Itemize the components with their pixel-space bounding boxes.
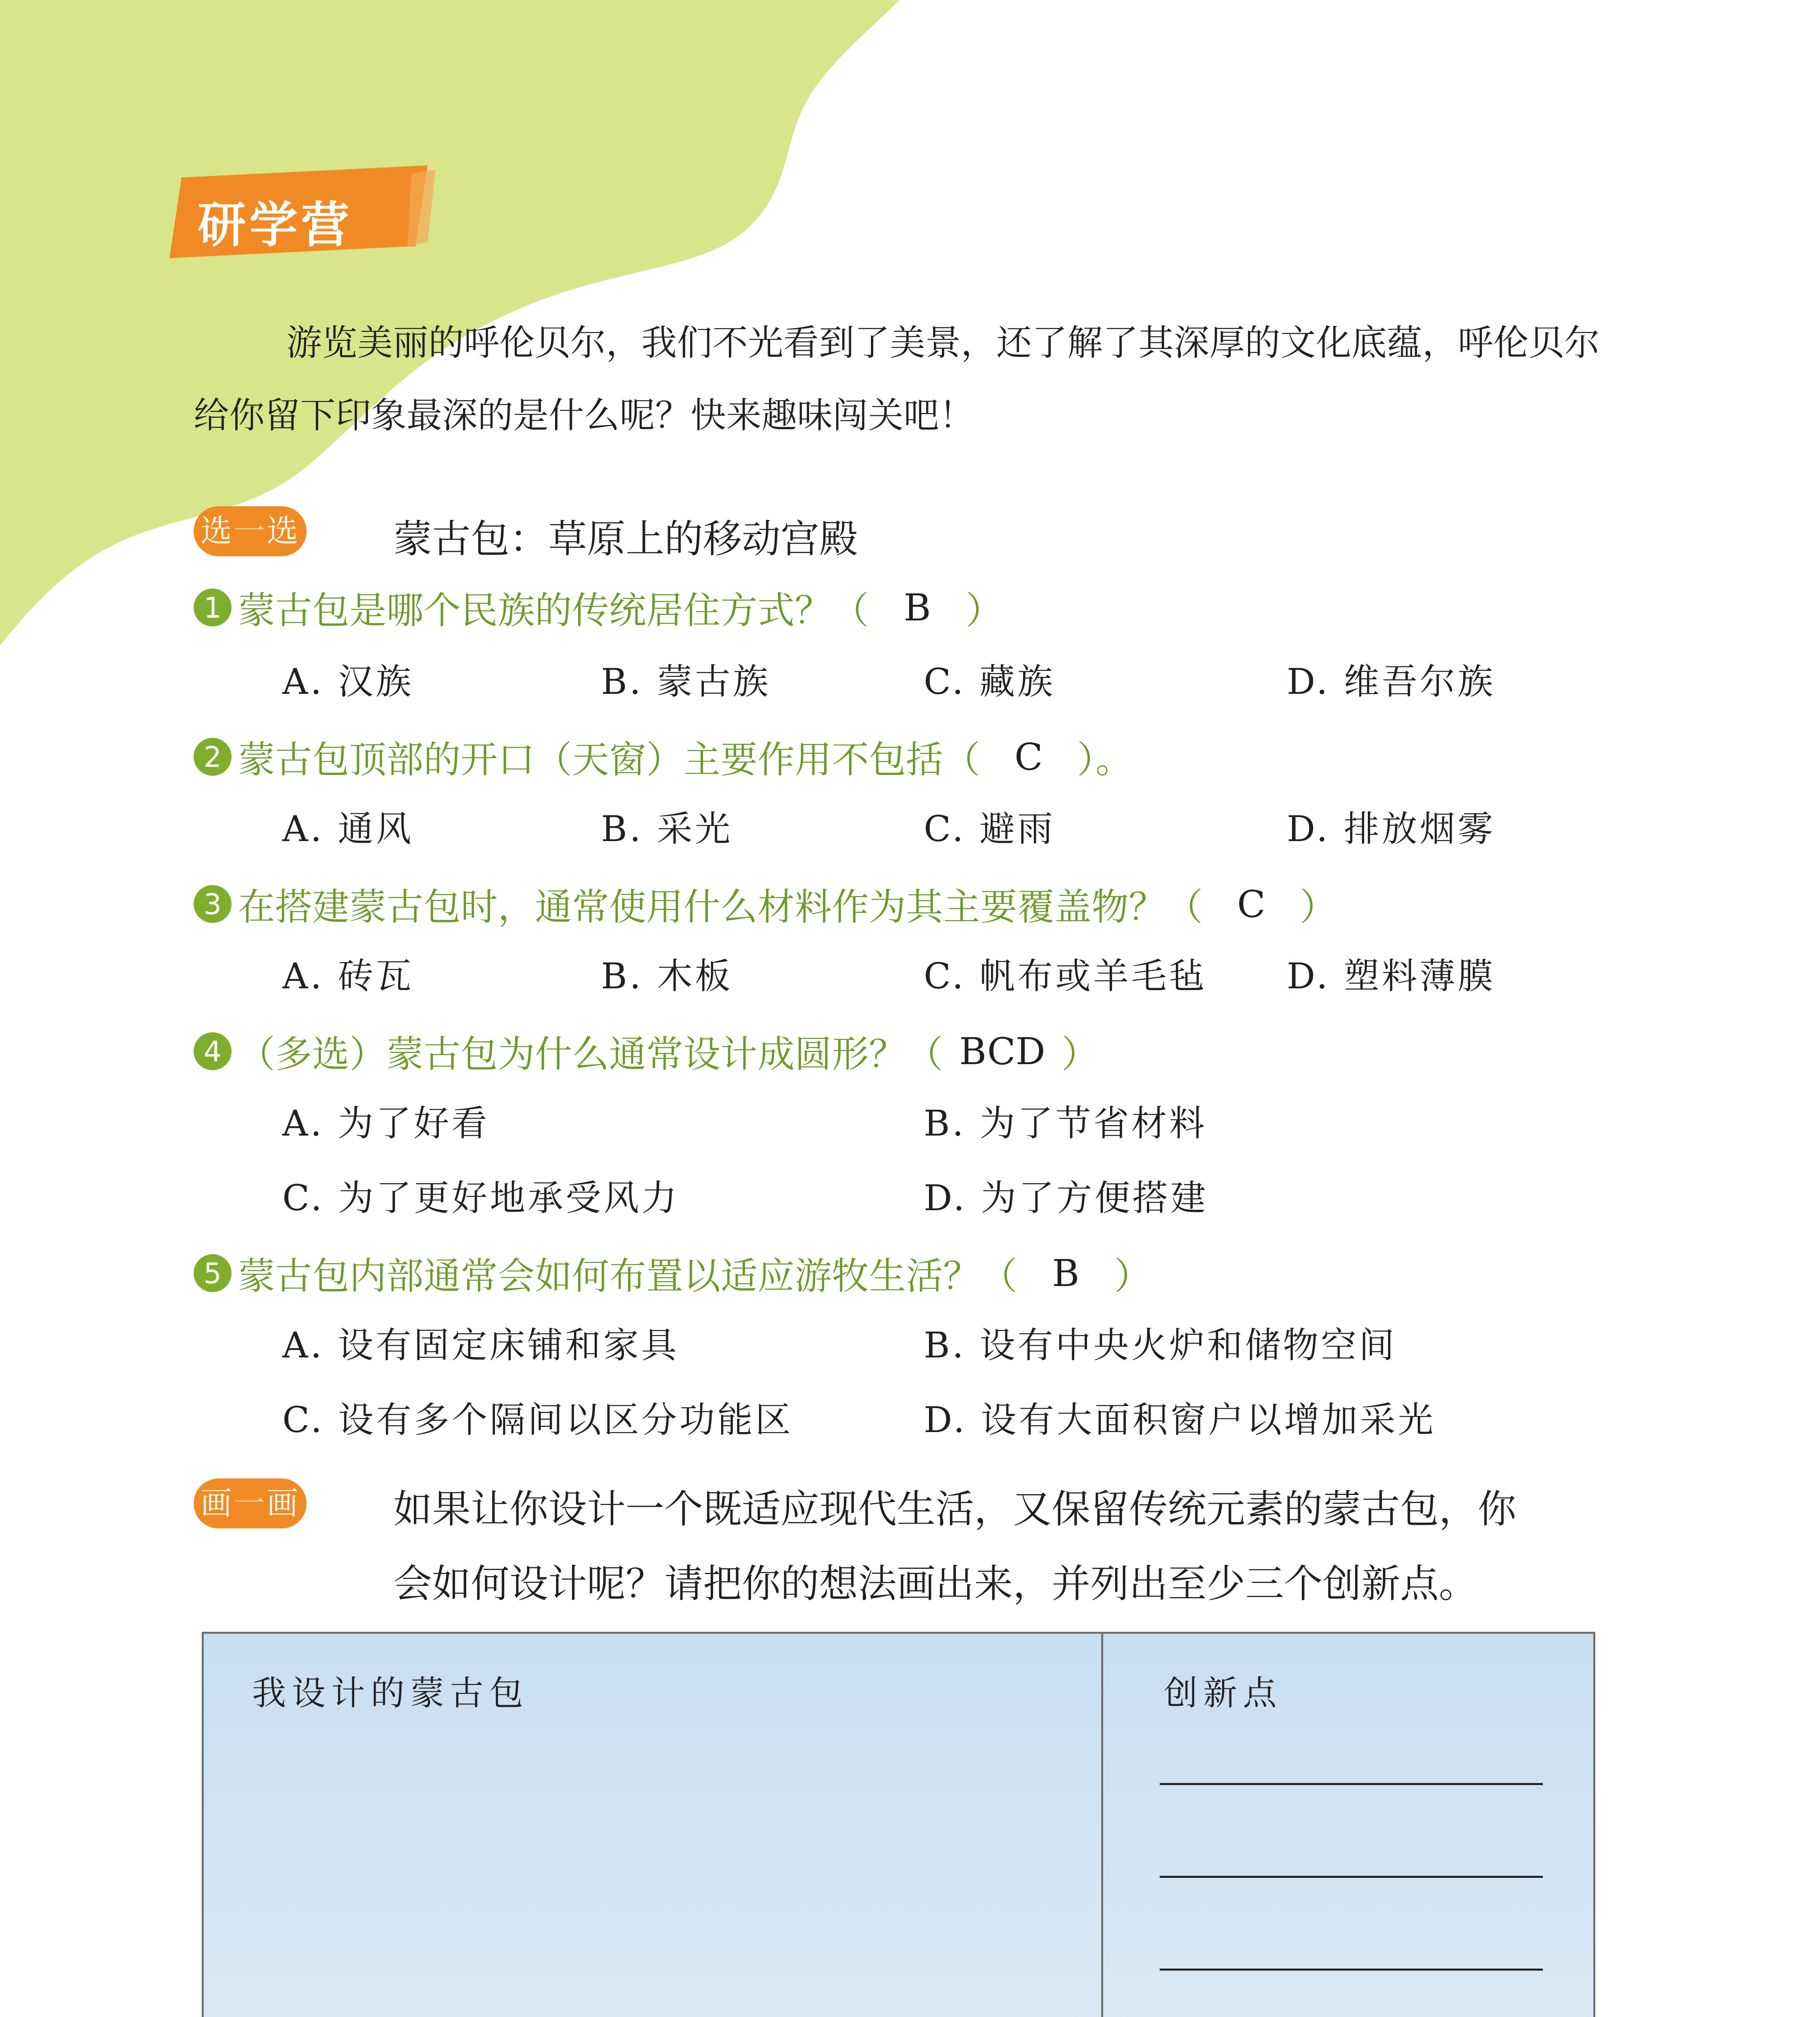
option[interactable]: B. 设有中央火炉和储物空间 — [924, 1324, 1397, 1366]
option[interactable]: A. 设有固定床铺和家具 — [282, 1324, 679, 1366]
badge-char: 一 — [233, 1485, 267, 1522]
answer-field[interactable]: C — [1014, 735, 1043, 779]
question-number: 2 — [194, 738, 232, 776]
option[interactable]: B. 蒙古族 — [601, 661, 771, 702]
question-text: （多选）蒙古包为什么通常设计成圆形？（ — [238, 1033, 943, 1076]
intro-paragraph: 游览美丽的呼伦贝尔，我们不光看到了美景，还了解了其深厚的文化底蕴，呼伦贝尔给你留下印象最深的是什么呢？快来趣味闯关吧！ — [194, 322, 1600, 436]
question-number: 4 — [194, 1032, 232, 1070]
option[interactable]: D. 维吾尔族 — [1287, 661, 1496, 702]
badge-char: 画 — [267, 1485, 300, 1522]
question-1 — [194, 581, 1003, 634]
innovation-label: 创新点 — [1164, 1673, 1283, 1713]
option[interactable]: A. 为了好看 — [282, 1102, 490, 1144]
select-badge — [194, 506, 307, 556]
section-tag — [169, 165, 444, 270]
question-close: ） — [966, 589, 1003, 632]
badge-char: 一 — [233, 513, 267, 549]
drawing-area — [202, 1632, 1595, 2017]
option[interactable]: D. 为了方便搭建 — [924, 1177, 1208, 1219]
badge-char: 选 — [200, 513, 234, 549]
option[interactable]: A. 汉族 — [282, 661, 414, 702]
option[interactable]: C. 避雨 — [924, 808, 1056, 850]
answer-line[interactable] — [1160, 1969, 1543, 1971]
question-text: 蒙古包是哪个民族的传统居住方式？（ — [238, 589, 869, 632]
answer-field[interactable]: B — [904, 586, 931, 629]
question-close: ）。 — [1077, 738, 1133, 781]
question-close: ） — [1300, 885, 1337, 929]
badge-char: 画 — [200, 1485, 234, 1522]
question-close: ） — [1061, 1033, 1099, 1076]
answer-field[interactable]: B — [1052, 1251, 1079, 1295]
option[interactable]: B. 为了节省材料 — [924, 1102, 1207, 1144]
question-5 — [194, 1247, 1151, 1300]
answer-line[interactable] — [1160, 1876, 1543, 1878]
answer-line[interactable] — [1160, 1783, 1543, 1785]
option[interactable]: D. 排放烟雾 — [1287, 808, 1496, 850]
question-text: 蒙古包顶部的开口（天窗）主要作用不包括（ — [238, 738, 981, 781]
box-divider — [1101, 1634, 1103, 2017]
option[interactable]: C. 设有多个隔间以区分功能区 — [282, 1399, 793, 1441]
question-number: 1 — [194, 589, 232, 626]
option[interactable]: C. 藏族 — [924, 661, 1056, 702]
design-label: 我设计的蒙古包 — [252, 1673, 529, 1713]
option[interactable]: B. 木板 — [601, 955, 733, 997]
draw-instructions-line2: 会如何设计呢？请把你的想法画出来，并列出至少三个创新点。 — [393, 1561, 1478, 1606]
draw-badge — [194, 1478, 307, 1528]
answer-field[interactable]: BCD — [959, 1029, 1046, 1073]
badge-char: 选 — [267, 513, 300, 549]
select-section-title: 蒙古包：草原上的移动宫殿 — [393, 516, 858, 562]
question-number: 5 — [194, 1254, 232, 1292]
answer-field[interactable]: C — [1237, 882, 1266, 926]
question-text: 蒙古包内部通常会如何布置以适应游牧生活？（ — [238, 1255, 1018, 1298]
question-2 — [194, 730, 1133, 783]
section-tag-label: 研学营 — [198, 197, 353, 253]
question-4 — [194, 1025, 1099, 1078]
question-close: ） — [1114, 1255, 1152, 1298]
option[interactable]: C. 帆布或羊毛毡 — [924, 955, 1207, 997]
option[interactable]: A. 通风 — [282, 808, 414, 850]
option[interactable]: C. 为了更好地承受风力 — [282, 1177, 680, 1219]
question-number: 3 — [194, 885, 232, 923]
question-3 — [194, 877, 1337, 931]
draw-instructions-line1: 如果让你设计一个既适应现代生活，又保留传统元素的蒙古包，你 — [393, 1487, 1516, 1532]
option[interactable]: B. 采光 — [601, 808, 733, 850]
question-text: 在搭建蒙古包时，通常使用什么材料作为其主要覆盖物？（ — [238, 885, 1203, 929]
option[interactable]: D. 设有大面积窗户以增加采光 — [924, 1399, 1436, 1441]
option[interactable]: D. 塑料薄膜 — [1287, 955, 1496, 997]
option[interactable]: A. 砖瓦 — [282, 955, 414, 997]
